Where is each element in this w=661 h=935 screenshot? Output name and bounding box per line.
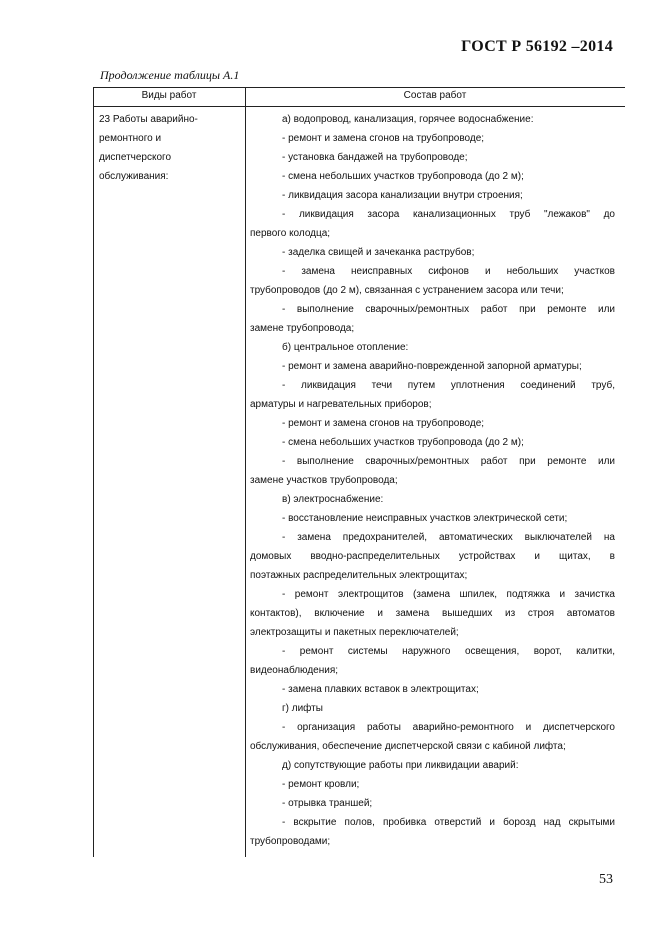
work-content-line: - ремонт системы наружного освещения, ворот, калитки, — [282, 646, 615, 657]
work-content-line: - ремонт и замена сгонов на трубопроводе; — [282, 133, 485, 144]
work-content-line: - замена плавких вставок в электрощитах; — [282, 684, 479, 695]
work-content-line: г) лифты — [282, 703, 323, 714]
work-content-line: - ремонт и замена сгонов на трубопроводе; — [282, 418, 485, 429]
page-number: 53 — [599, 872, 613, 887]
work-content-line: - заделка свищей и зачеканка раструбов; — [282, 247, 475, 258]
work-content-line: видеонаблюдения; — [250, 665, 339, 676]
work-content-line: первого колодца; — [250, 228, 331, 239]
work-content-line: трубопроводами; — [250, 836, 331, 847]
work-content-line: - ликвидация течи путем уплотнения соединений труб, — [282, 380, 615, 391]
work-content-line: домовых вводно-распределительных устройствах и щитах, в — [250, 551, 615, 562]
work-content-line: а) водопровод, канализация, горячее водоснабжение: — [282, 114, 534, 125]
work-content-line: - ликвидация засора канализационных труб "лежаков" до — [282, 209, 615, 220]
table-left-border — [93, 87, 94, 857]
table-caption: Продолжение таблицы А.1 — [100, 68, 240, 82]
table-header-border — [93, 106, 625, 107]
standard-header: ГОСТ Р 56192 –2014 — [461, 38, 613, 55]
table-column-divider — [245, 87, 246, 857]
work-content-line: - ремонт электрощитов (замена шпилек, подтяжка и зачистка — [282, 589, 615, 600]
work-type-line: 23 Работы аварийно- — [99, 114, 198, 125]
work-content-line: - смена небольших участков трубопровода (до 2 м); — [282, 437, 524, 448]
work-content-line: - смена небольших участков трубопровода (до 2 м); — [282, 171, 524, 182]
work-content-line: - замена неисправных сифонов и небольших участков — [282, 266, 615, 277]
work-content-line: трубопроводов (до 2 м), связанная с устранением засора или течи; — [250, 285, 564, 296]
work-content-line: в) электроснабжение: — [282, 494, 384, 505]
work-content-line: - вскрытие полов, пробивка отверстий и борозд над скрытыми — [282, 817, 615, 828]
work-content-line: - ликвидация засора канализации внутри строения; — [282, 190, 523, 201]
work-content-line: - выполнение сварочных/ремонтных работ при ремонте или — [282, 304, 615, 315]
work-content-line: поэтажных распределительных электрощитах; — [250, 570, 468, 581]
work-type-cell — [99, 110, 244, 186]
column-header-work-type: Виды работ — [141, 90, 197, 101]
work-type-line: диспетчерского — [99, 152, 172, 163]
work-content-line: обслуживания, обеспечение диспетчерской связи с кабиной лифта; — [250, 741, 566, 752]
work-content-line: - ремонт и замена аварийно-поврежденной запорной арматуры; — [282, 361, 582, 372]
work-content-line: - отрывка траншей; — [282, 798, 373, 809]
work-content-line: замене участков трубопровода; — [250, 475, 398, 486]
column-header-work-content: Состав работ — [403, 90, 467, 101]
work-content-cell — [250, 110, 615, 851]
work-content-line: - установка бандажей на трубопроводе; — [282, 152, 468, 163]
work-content-line: - замена предохранителей, автоматических выключателей на — [282, 532, 615, 543]
work-content-line: замене трубопровода; — [250, 323, 355, 334]
table-top-border — [93, 87, 625, 88]
work-content-line: - выполнение сварочных/ремонтных работ при ремонте или — [282, 456, 615, 467]
work-content-line: - организация работы аварийно-ремонтного и диспетчерского — [282, 722, 615, 733]
work-content-line: электрозащиты и пакетных переключателей; — [250, 627, 459, 638]
work-type-line: ремонтного и — [99, 133, 162, 144]
work-content-line: арматуры и нагревательных приборов; — [250, 399, 432, 410]
work-type-line: обслуживания: — [99, 171, 169, 182]
work-content-line: б) центральное отопление: — [282, 342, 409, 353]
work-content-line: д) сопутствующие работы при ликвидации аварий: — [282, 760, 519, 771]
work-content-line: контактов), включение и замена вышедших из строя автоматов — [250, 608, 615, 619]
work-content-line: - ремонт кровли; — [282, 779, 360, 790]
work-content-line: - восстановление неисправных участков электрической сети; — [282, 513, 568, 524]
